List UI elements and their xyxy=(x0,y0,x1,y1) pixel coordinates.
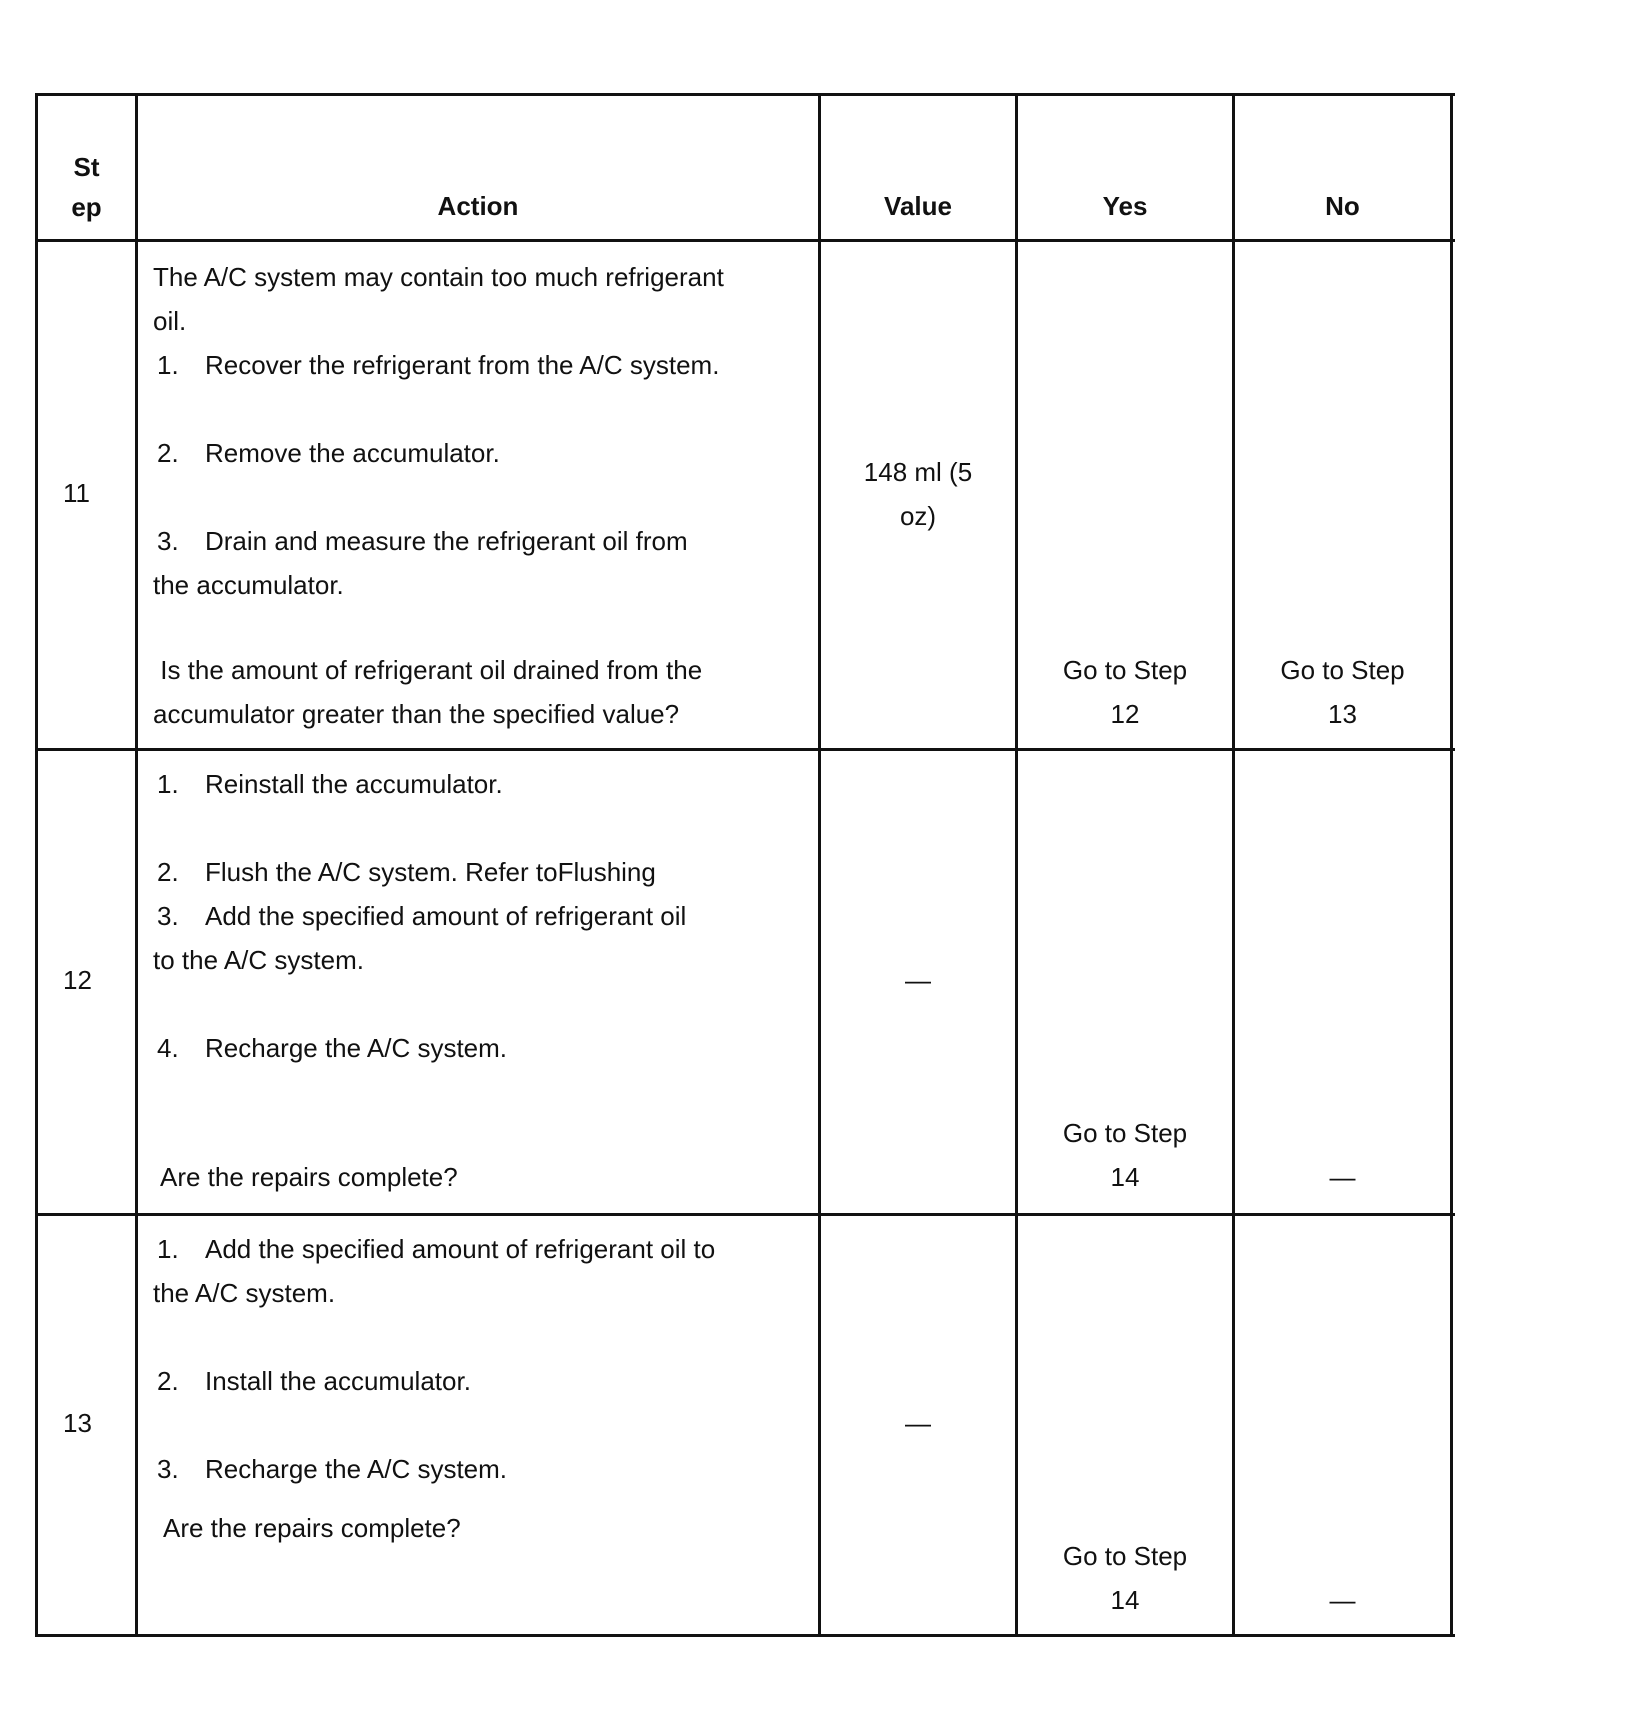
item-text: Add the specified amount of refrigerant oil to xyxy=(205,1234,716,1264)
yes-line2: 12 xyxy=(1110,699,1140,729)
item-number: 2. xyxy=(157,1366,179,1396)
action-item xyxy=(157,894,686,938)
row-divider xyxy=(35,748,1455,751)
action-item xyxy=(157,1359,471,1403)
action-question: Are the repairs complete? xyxy=(163,1513,461,1543)
no-line2: 13 xyxy=(1328,699,1357,729)
action-intro: oil. xyxy=(153,306,187,336)
header-value: Value xyxy=(884,191,952,221)
table-border-left xyxy=(35,93,38,1637)
header-step-line1: St xyxy=(73,152,100,182)
item-number: 1. xyxy=(157,769,179,799)
item-number: 1. xyxy=(157,1234,179,1264)
action-item xyxy=(157,1447,507,1491)
action-item xyxy=(157,519,688,563)
action-intro: The A/C system may contain too much refrigerant xyxy=(153,262,724,292)
action-question: Is the amount of refrigerant oil drained from the xyxy=(153,655,703,685)
yes-line1: Go to Step xyxy=(1062,1541,1188,1571)
header-divider xyxy=(35,239,1455,242)
column-divider xyxy=(135,93,138,1637)
value-line2: oz) xyxy=(899,501,937,531)
table-border-bottom xyxy=(35,1634,1455,1637)
header-no: No xyxy=(1325,191,1360,221)
row-divider xyxy=(35,1213,1455,1216)
action-item xyxy=(157,1026,507,1070)
header-step xyxy=(38,147,135,227)
action-question: accumulator greater than the specified value? xyxy=(153,699,680,729)
action-item xyxy=(157,762,503,806)
no-line1: Go to Step xyxy=(1280,655,1405,685)
no-dash: — xyxy=(1329,1585,1356,1615)
action-item-continuation: the A/C system. xyxy=(153,1278,336,1308)
step-number: 13 xyxy=(63,1408,92,1438)
header-action: Action xyxy=(437,191,519,221)
value-text xyxy=(821,450,1015,538)
action-item xyxy=(157,850,656,894)
yes-result xyxy=(1018,1534,1232,1622)
action-item xyxy=(157,343,719,387)
table-border-top xyxy=(35,93,1455,96)
item-number: 3. xyxy=(157,526,179,556)
item-text: Recharge the A/C system. xyxy=(205,1454,508,1484)
column-divider xyxy=(1232,93,1235,1637)
step-number: 11 xyxy=(63,478,90,508)
column-divider xyxy=(1015,93,1018,1637)
no-dash: — xyxy=(1329,1162,1356,1192)
item-number: 3. xyxy=(157,1454,179,1484)
item-text: Recover the refrigerant from the A/C system. xyxy=(205,350,720,380)
yes-line2: 14 xyxy=(1110,1162,1140,1192)
item-text: Recharge the A/C system. xyxy=(205,1033,508,1063)
table-border-right xyxy=(1450,93,1453,1637)
item-number: 2. xyxy=(157,857,179,887)
yes-line1: Go to Step xyxy=(1062,1118,1188,1148)
item-text: Install the accumulator. xyxy=(205,1366,471,1396)
yes-line2: 14 xyxy=(1110,1585,1140,1615)
item-text: Add the specified amount of refrigerant oil xyxy=(205,901,687,931)
yes-result xyxy=(1018,1111,1232,1199)
action-item-continuation: the accumulator. xyxy=(153,570,344,600)
item-number: 3. xyxy=(157,901,179,931)
header-yes: Yes xyxy=(1102,191,1148,221)
item-text: Reinstall the accumulator. xyxy=(205,769,503,799)
no-result xyxy=(1235,648,1450,736)
action-item-continuation: to the A/C system. xyxy=(153,945,364,975)
value-dash: — xyxy=(905,965,931,995)
item-text: Drain and measure the refrigerant oil from xyxy=(205,526,688,556)
yes-result xyxy=(1018,648,1232,736)
item-number: 4. xyxy=(157,1033,179,1063)
item-number: 2. xyxy=(157,438,179,468)
item-text: Flush the A/C system. Refer toFlushing xyxy=(205,857,656,887)
item-number: 1. xyxy=(157,350,179,380)
action-question: Are the repairs complete? xyxy=(160,1162,458,1192)
yes-line1: Go to Step xyxy=(1062,655,1188,685)
header-step-line2: ep xyxy=(71,192,102,222)
item-text: Remove the accumulator. xyxy=(205,438,500,468)
action-item xyxy=(157,1227,715,1271)
step-number: 12 xyxy=(63,965,92,995)
value-dash: — xyxy=(905,1408,931,1438)
action-item xyxy=(157,431,500,475)
value-line1: 148 ml (5 xyxy=(863,457,973,487)
